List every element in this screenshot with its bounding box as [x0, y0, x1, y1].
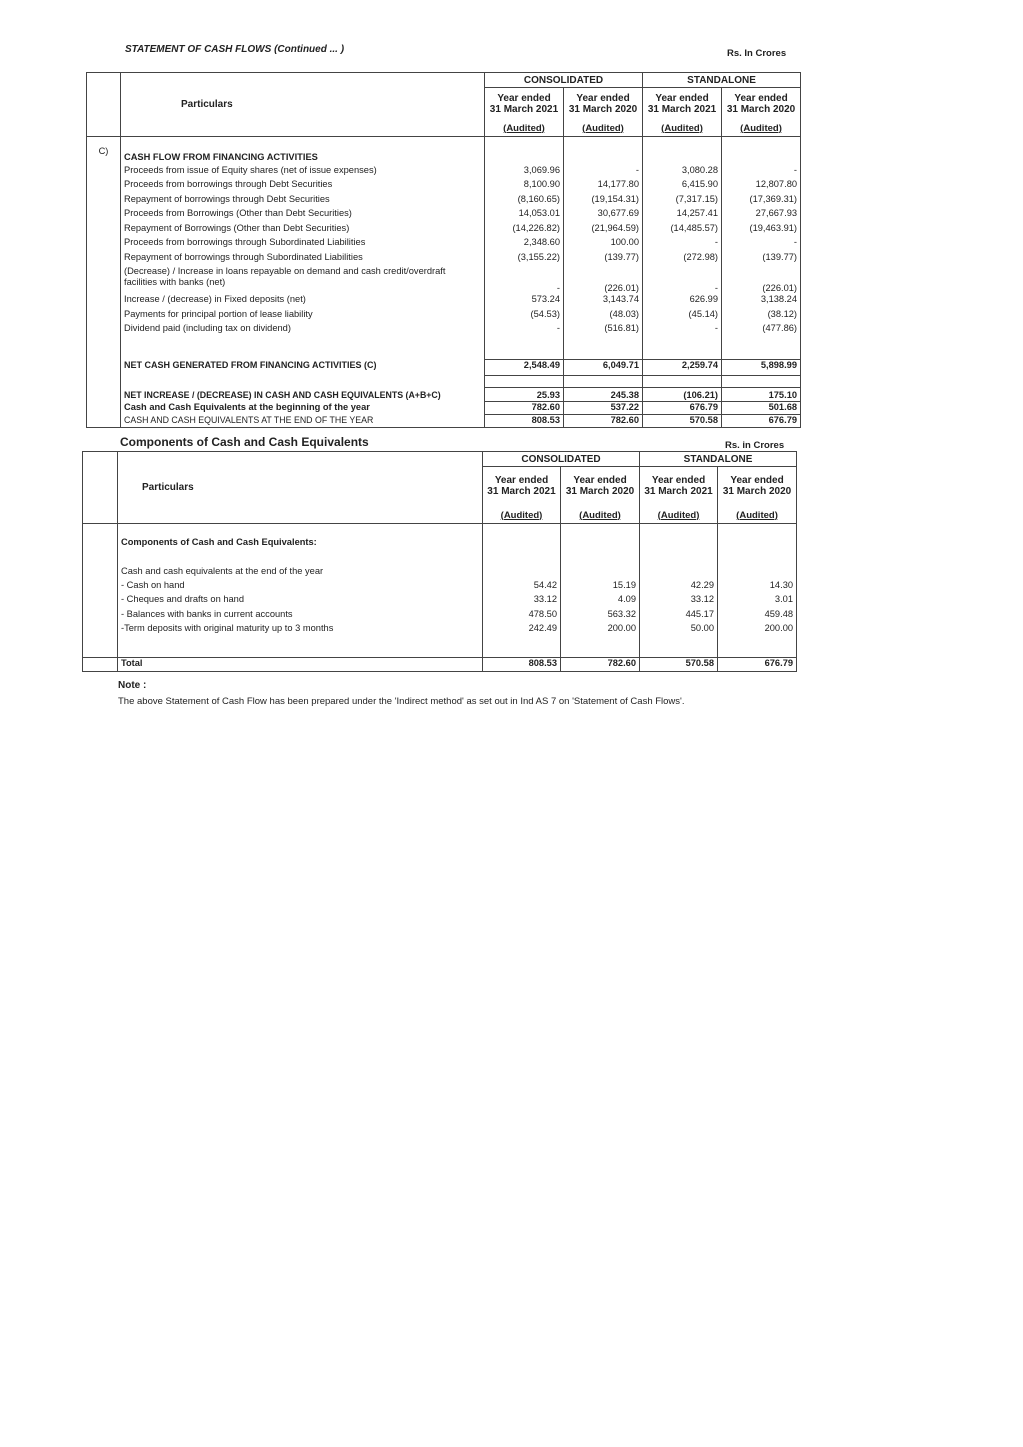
row-label: Payments for principal portion of lease liability: [121, 309, 485, 324]
row-label: Proceeds from Borrowings (Other than Debt Securities): [121, 208, 485, 223]
row-label: (Decrease) / Increase in loans repayable on demand and cash credit/overdraft facilities with banks (net): [121, 266, 485, 294]
net-financing-value: 2,259.74: [643, 360, 722, 376]
value-cell: (38.12): [722, 309, 801, 324]
col-header: Year ended 31 March 2021: [485, 88, 564, 120]
value-cell: 573.24: [485, 294, 564, 309]
value-cell: 54.42: [483, 580, 561, 595]
beginning-value: 782.60: [485, 402, 564, 415]
value-cell: (17,369.31): [722, 194, 801, 209]
value-cell: 50.00: [640, 623, 718, 638]
row-label: Proceeds from borrowings through Subordinated Liabilities: [121, 237, 485, 252]
value-cell: 3.01: [718, 594, 797, 609]
value-cell: (21,964.59): [564, 223, 643, 238]
table-row: [83, 580, 797, 595]
audited-label: (Audited): [564, 120, 643, 137]
row-label: Proceeds from issue of Equity shares (net of issue expenses): [121, 165, 485, 180]
net-increase-value: (106.21): [643, 388, 722, 402]
net-increase-value: 175.10: [722, 388, 801, 402]
row-label: Repayment of borrowings through Debt Securities: [121, 194, 485, 209]
table-row: [83, 623, 797, 638]
value-cell: 42.29: [640, 580, 718, 595]
value-cell: 242.49: [483, 623, 561, 638]
row-label: - Cash on hand: [118, 580, 483, 595]
col-header: Year ended 31 March 2021: [643, 88, 722, 120]
beginning-value: 676.79: [643, 402, 722, 415]
value-cell: -: [485, 323, 564, 338]
col-header: Year ended 31 March 2020: [722, 88, 801, 120]
audited-label: (Audited): [640, 505, 718, 524]
value-cell: 3,069.96: [485, 165, 564, 180]
value-cell: -: [485, 266, 564, 294]
total-value: 808.53: [483, 658, 561, 672]
value-cell: -: [643, 237, 722, 252]
table-row: [87, 165, 801, 180]
value-cell: (272.98): [643, 252, 722, 267]
value-cell: 14,257.41: [643, 208, 722, 223]
table-row: [87, 237, 801, 252]
value-cell: 15.19: [561, 580, 640, 595]
note-heading: Note :: [118, 680, 147, 691]
end-value: 808.53: [485, 415, 564, 428]
components-section-title: Components of Cash and Cash Equivalents:: [118, 524, 483, 566]
row-label: Repayment of borrowings through Subordinated Liabilities: [121, 252, 485, 267]
audited-label: (Audited): [643, 120, 722, 137]
value-cell: 8,100.90: [485, 179, 564, 194]
value-cell: (14,485.57): [643, 223, 722, 238]
table-row: [87, 309, 801, 324]
value-cell: (14,226.82): [485, 223, 564, 238]
row-label: Repayment of Borrowings (Other than Debt Securities): [121, 223, 485, 238]
row-label: Proceeds from borrowings through Debt Securities: [121, 179, 485, 194]
value-cell: 14.30: [718, 580, 797, 595]
value-cell: 27,667.93: [722, 208, 801, 223]
table-row: [87, 194, 801, 209]
value-cell: (8,160.65): [485, 194, 564, 209]
value-cell: 478.50: [483, 609, 561, 624]
col-header: Year ended 31 March 2020: [561, 467, 640, 505]
total-value: 676.79: [718, 658, 797, 672]
value-cell: 200.00: [718, 623, 797, 638]
audited-label: (Audited): [722, 120, 801, 137]
table-row: [87, 252, 801, 267]
row-label: -Term deposits with original maturity up to 3 months: [118, 623, 483, 638]
value-cell: (139.77): [564, 252, 643, 267]
row-label: Dividend paid (including tax on dividend): [121, 323, 485, 338]
particulars-header: Particulars: [121, 73, 485, 137]
total-label: Total: [118, 658, 483, 672]
value-cell: 459.48: [718, 609, 797, 624]
table-row: [83, 609, 797, 624]
value-cell: 3,143.74: [564, 294, 643, 309]
net-increase-label: NET INCREASE / (DECREASE) IN CASH AND CASH EQUIVALENTS (A+B+C): [121, 388, 485, 402]
components-table: [82, 451, 797, 672]
standalone-header: STANDALONE: [643, 73, 801, 88]
value-cell: 3,138.24: [722, 294, 801, 309]
value-cell: 445.17: [640, 609, 718, 624]
value-cell: 200.00: [561, 623, 640, 638]
audited-label: (Audited): [483, 505, 561, 524]
end-value: 782.60: [564, 415, 643, 428]
col-header: Year ended 31 March 2020: [564, 88, 643, 120]
value-cell: (226.01): [564, 266, 643, 294]
row-label: - Balances with banks in current accounts: [118, 609, 483, 624]
value-cell: 100.00: [564, 237, 643, 252]
end-value: 570.58: [643, 415, 722, 428]
components-intro: Cash and cash equivalents at the end of the year: [118, 566, 483, 580]
consolidated-header: CONSOLIDATED: [483, 452, 640, 467]
note-text: The above Statement of Cash Flow has been prepared under the 'Indirect method' as set out in Ind AS 7 on 'Statement of Cash Flows'.: [118, 696, 685, 707]
value-cell: (477.86): [722, 323, 801, 338]
end-value: 676.79: [722, 415, 801, 428]
value-cell: 33.12: [640, 594, 718, 609]
beginning-value: 501.68: [722, 402, 801, 415]
beginning-label: Cash and Cash Equivalents at the beginning of the year: [121, 402, 485, 415]
table-row: [87, 323, 801, 338]
table-row: [87, 294, 801, 309]
col-header: Year ended 31 March 2021: [640, 467, 718, 505]
value-cell: 33.12: [483, 594, 561, 609]
value-cell: (226.01): [722, 266, 801, 294]
value-cell: 563.32: [561, 609, 640, 624]
value-cell: (45.14): [643, 309, 722, 324]
net-increase-value: 245.38: [564, 388, 643, 402]
section-marker: C): [87, 137, 121, 165]
value-cell: 30,677.69: [564, 208, 643, 223]
net-financing-label: NET CASH GENERATED FROM FINANCING ACTIVITIES (C): [121, 360, 485, 376]
value-cell: (3,155.22): [485, 252, 564, 267]
components-title: Components of Cash and Cash Equivalents: [120, 435, 369, 449]
units-label: Rs. In Crores: [727, 48, 787, 59]
particulars-header: Particulars: [118, 452, 483, 524]
value-cell: 14,053.01: [485, 208, 564, 223]
value-cell: -: [722, 237, 801, 252]
col-header: Year ended 31 March 2020: [718, 467, 797, 505]
net-financing-value: 5,898.99: [722, 360, 801, 376]
value-cell: -: [643, 266, 722, 294]
section-title: CASH FLOW FROM FINANCING ACTIVITIES: [121, 137, 485, 165]
net-financing-value: 2,548.49: [485, 360, 564, 376]
standalone-header: STANDALONE: [640, 452, 797, 467]
table-row: [87, 179, 801, 194]
audited-label: (Audited): [561, 505, 640, 524]
components-units: Rs. in Crores: [725, 440, 785, 451]
cashflow-table: [86, 72, 801, 428]
value-cell: 3,080.28: [643, 165, 722, 180]
value-cell: -: [564, 165, 643, 180]
value-cell: -: [722, 165, 801, 180]
table-row: [83, 594, 797, 609]
value-cell: -: [643, 323, 722, 338]
value-cell: (19,154.31): [564, 194, 643, 209]
audited-label: (Audited): [485, 120, 564, 137]
value-cell: (7,317.15): [643, 194, 722, 209]
value-cell: 12,807.80: [722, 179, 801, 194]
value-cell: (19,463.91): [722, 223, 801, 238]
value-cell: 6,415.90: [643, 179, 722, 194]
audited-label: (Audited): [718, 505, 797, 524]
value-cell: (48.03): [564, 309, 643, 324]
table-row: [87, 208, 801, 223]
value-cell: (139.77): [722, 252, 801, 267]
page-title: STATEMENT OF CASH FLOWS (Continued ... ): [125, 44, 345, 55]
row-label: Increase / (decrease) in Fixed deposits (net): [121, 294, 485, 309]
value-cell: (516.81): [564, 323, 643, 338]
net-financing-value: 6,049.71: [564, 360, 643, 376]
total-value: 570.58: [640, 658, 718, 672]
beginning-value: 537.22: [564, 402, 643, 415]
value-cell: 2,348.60: [485, 237, 564, 252]
row-label: - Cheques and drafts on hand: [118, 594, 483, 609]
col-header: Year ended 31 March 2021: [483, 467, 561, 505]
value-cell: (54.53): [485, 309, 564, 324]
end-label: CASH AND CASH EQUIVALENTS AT THE END OF THE YEAR: [121, 415, 485, 428]
net-increase-value: 25.93: [485, 388, 564, 402]
consolidated-header: CONSOLIDATED: [485, 73, 643, 88]
value-cell: 4.09: [561, 594, 640, 609]
total-value: 782.60: [561, 658, 640, 672]
table-row: [87, 223, 801, 238]
value-cell: 14,177.80: [564, 179, 643, 194]
value-cell: 626.99: [643, 294, 722, 309]
